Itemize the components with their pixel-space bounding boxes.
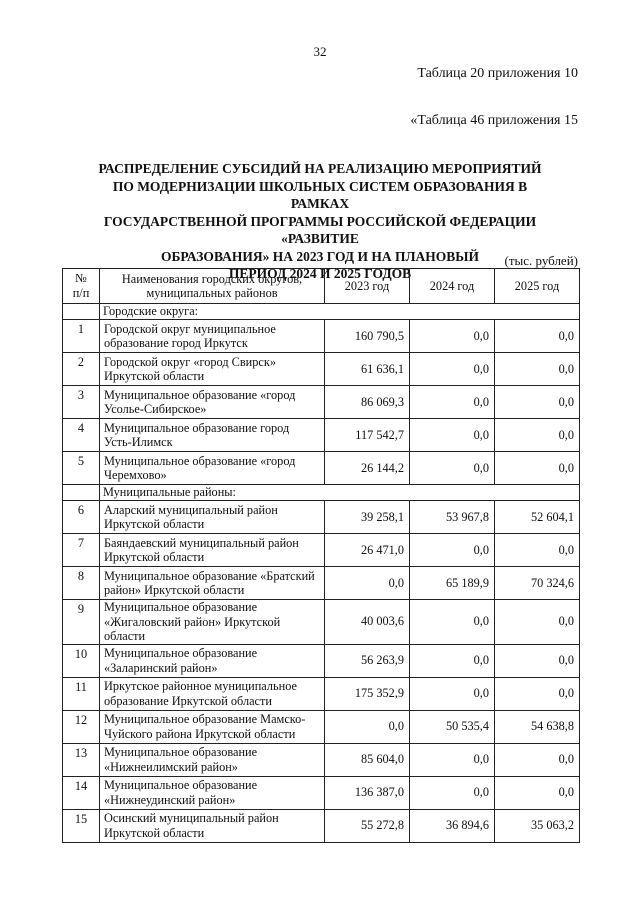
row-name: Аларский муниципальный район Иркутской области [100,501,325,534]
value-2025: 0,0 [495,600,580,645]
row-number: 15 [63,809,100,842]
value-2025: 52 604,1 [495,501,580,534]
value-2025: 0,0 [495,320,580,353]
row-name: Муниципальное образование «город Усолье-Сибирское» [100,386,325,419]
value-2025: 0,0 [495,743,580,776]
header-2024: 2024 год [410,269,495,304]
row-number: 10 [63,644,100,677]
value-2024: 0,0 [410,776,495,809]
row-number: 2 [63,353,100,386]
table-reference-line-2: «Таблица 46 приложения 15 [410,113,578,128]
row-name: Муниципальное образование «Нижнеудинский район» [100,776,325,809]
value-2023: 160 790,5 [325,320,410,353]
table-header-row [63,269,580,304]
value-2023: 26 471,0 [325,534,410,567]
table-row [63,644,580,677]
section-label: Муниципальные районы: [100,485,580,501]
value-2025: 0,0 [495,534,580,567]
document-title [96,160,544,283]
table-row [63,809,580,842]
value-2024: 0,0 [410,419,495,452]
table-row [63,534,580,567]
row-number: 8 [63,567,100,600]
row-name: Муниципальное образование город Усть-Илимск [100,419,325,452]
row-number: 3 [63,386,100,419]
table-row [63,677,580,710]
value-2024: 53 967,8 [410,501,495,534]
value-2025: 0,0 [495,644,580,677]
title-line: ПО МОДЕРНИЗАЦИИ ШКОЛЬНЫХ СИСТЕМ ОБРАЗОВАНИЯ В РАМКАХ [112,178,528,211]
section-spacer-cell [63,485,100,501]
row-name: Иркутское районное муниципальное образование Иркутской области [100,677,325,710]
row-number: 11 [63,677,100,710]
section-label: Городские округа: [100,304,580,320]
table-row [63,452,580,485]
table-reference-line-1: Таблица 20 приложения 10 [417,66,578,81]
row-number: 5 [63,452,100,485]
row-number: 13 [63,743,100,776]
page-number: 32 [313,44,327,59]
value-2023: 86 069,3 [325,386,410,419]
row-name: Городской округ муниципальное образование город Иркутск [100,320,325,353]
row-name: Муниципальное образование «Заларинский район» [100,644,325,677]
table-row [63,743,580,776]
value-2023: 39 258,1 [325,501,410,534]
row-name: Муниципальное образование «город Черемхово» [100,452,325,485]
value-2024: 36 894,6 [410,809,495,842]
value-2024: 0,0 [410,677,495,710]
value-2023: 26 144,2 [325,452,410,485]
table-row [63,776,580,809]
row-number: 1 [63,320,100,353]
value-2025: 0,0 [495,452,580,485]
value-2023: 85 604,0 [325,743,410,776]
row-number: 7 [63,534,100,567]
value-2025: 0,0 [495,386,580,419]
title-line: ПЕРИОД 2024 И 2025 ГОДОВ [228,266,412,281]
table-row [63,386,580,419]
row-name: Муниципальное образование «Нижнеилимский район» [100,743,325,776]
value-2023: 175 352,9 [325,677,410,710]
value-2023: 0,0 [325,710,410,743]
value-2023: 40 003,6 [325,600,410,645]
row-name: Муниципальное образование Мамско-Чуйского района Иркутской области [100,710,325,743]
row-name: Муниципальное образование «Жигаловский район» Иркутской области [100,600,325,645]
value-2023: 56 263,9 [325,644,410,677]
row-name: Муниципальное образование «Братский район» Иркутской области [100,567,325,600]
table-row [63,419,580,452]
value-2025: 35 063,2 [495,809,580,842]
title-line: ГОСУДАРСТВЕННОЙ ПРОГРАММЫ РОССИЙСКОЙ ФЕДЕРАЦИИ «РАЗВИТИЕ [103,213,537,246]
value-2025: 70 324,6 [495,567,580,600]
value-2024: 0,0 [410,353,495,386]
value-2024: 50 535,4 [410,710,495,743]
value-2023: 117 542,7 [325,419,410,452]
value-2024: 0,0 [410,600,495,645]
title-line: РАСПРЕДЕЛЕНИЕ СУБСИДИЙ НА РЕАЛИЗАЦИЮ МЕРОПРИЯТИЙ [98,161,542,176]
value-2023: 55 272,8 [325,809,410,842]
row-name: Осинский муниципальный район Иркутской области [100,809,325,842]
units-label: (тыс. рублей) [504,253,578,268]
value-2025: 0,0 [495,677,580,710]
value-2024: 0,0 [410,386,495,419]
value-2023: 61 636,1 [325,353,410,386]
table-row [63,567,580,600]
value-2024: 0,0 [410,743,495,776]
value-2023: 0,0 [325,567,410,600]
value-2024: 65 189,9 [410,567,495,600]
row-number: 4 [63,419,100,452]
header-2023: 2023 год [325,269,410,304]
value-2023: 136 387,0 [325,776,410,809]
table-row [63,353,580,386]
row-number: 14 [63,776,100,809]
table-row [63,320,580,353]
section-urban-districts [63,304,580,320]
value-2024: 0,0 [410,452,495,485]
value-2025: 54 638,8 [495,710,580,743]
header-2025: 2025 год [495,269,580,304]
value-2025: 0,0 [495,419,580,452]
row-name: Городской округ «город Свирск» Иркутской области [100,353,325,386]
value-2025: 0,0 [495,776,580,809]
table-row [63,710,580,743]
row-number: 9 [63,600,100,645]
header-name: Наименования городских округов, муниципальных районов [100,269,325,304]
section-spacer-cell [63,304,100,320]
table-row [63,600,580,645]
table-row [63,501,580,534]
value-2024: 0,0 [410,644,495,677]
header-number: № п/п [63,269,100,304]
title-line: ОБРАЗОВАНИЯ» НА 2023 ГОД И НА ПЛАНОВЫЙ [160,248,480,264]
section-municipal-districts [63,485,580,501]
row-number: 12 [63,710,100,743]
subsidy-table [62,268,580,843]
value-2024: 0,0 [410,534,495,567]
value-2025: 0,0 [495,353,580,386]
row-number: 6 [63,501,100,534]
value-2024: 0,0 [410,320,495,353]
row-name: Баяндаевский муниципальный район Иркутской области [100,534,325,567]
